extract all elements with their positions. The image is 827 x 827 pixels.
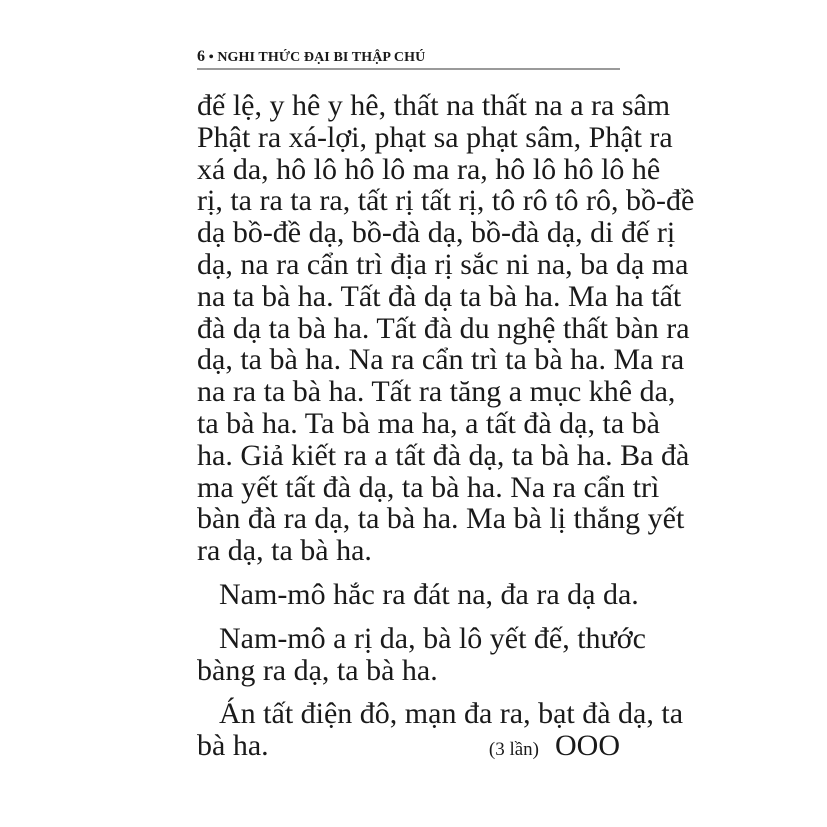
text-line: ta bà ha. Ta bà ma ha, a tất đà dạ, ta bà [197,406,660,440]
text-line: đế lệ, y hê y hê, thất na thất na a ra sâm [197,89,671,122]
header-separator: • [205,50,218,65]
text-line: đà dạ ta bà ha. Tất đà du nghệ thất bàn ra [197,311,690,345]
text-line: ma yết tất đà dạ, ta bà ha. Na ra cẩn trì [197,470,660,504]
text-line: rị, ta ra ta ra, tất rị tất rị, tô rô tô rô, bồ-đề [197,184,695,218]
text-line: na ta bà ha. Tất đà dạ ta bà ha. Ma ha tất [197,279,682,313]
text-line: dạ, na ra cẩn trì địa rị sắc ni na, ba dạ ma [197,247,689,281]
paragraph-nam-mo-2 [197,621,646,687]
book-title: NGHI THỨC ĐẠI BI THẬP CHÚ [217,50,426,65]
text-line: bàng ra dạ, ta bà ha. [197,653,438,687]
paragraph-nam-mo-1 [197,577,639,611]
text-line: bàn đà ra dạ, ta bà ha. Ma bà lị thắng yết [197,502,685,536]
text-line: ra dạ, ta bà ha. [197,534,372,568]
repeat-note: (3 lần) [488,739,539,761]
page-number: 6 [197,48,206,65]
text-line: Nam-mô a rị da, bà lô yết đế, thước [219,621,646,655]
text-line: Nam-mô hắc ra đát na, đa ra dạ da. [219,577,639,611]
text-line: xá da, hô lô hô lô ma ra, hô lô hô lô hê [197,152,661,186]
text-line: Án tất điện đô, mạn đa ra, bạt đà dạ, ta [219,697,684,731]
text-line: ha. Giả kiết ra a tất đà dạ, ta bà ha. Ba đà [197,438,690,472]
text-segment: bà ha. [197,729,269,763]
text-line: na ra ta bà ha. Tất ra tăng a mục khê da, [197,375,676,409]
paragraph-an [197,697,684,763]
text-line: dạ bồ-đề dạ, bồ-đà dạ, bồ-đà dạ, di đế rị [197,216,676,250]
text-line: Phật ra xá-lợi, phạt sa phạt sâm, Phật ra [197,120,673,154]
running-header [197,48,620,66]
header-rule [197,68,620,70]
text-line: dạ, ta bà ha. Na ra cẩn trì ta bà ha. Ma ra [197,343,685,377]
paragraph-mantra [197,89,695,568]
end-mark: OOO [555,729,620,763]
page-body [197,89,695,763]
text-line-final [197,730,620,762]
